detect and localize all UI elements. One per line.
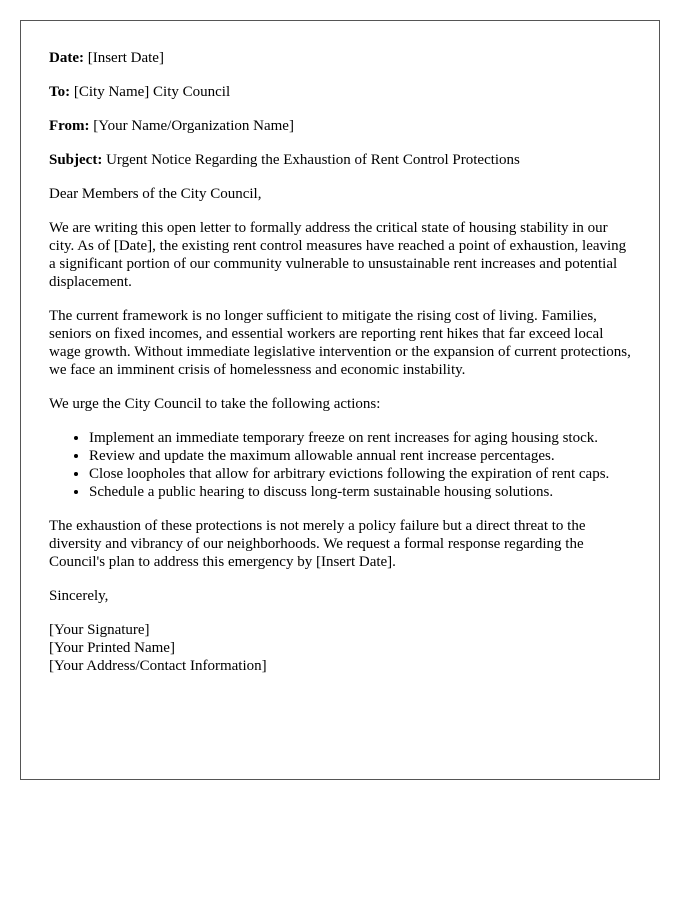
signature-line: [Your Signature] bbox=[49, 622, 150, 638]
paragraph-1: We are writing this open letter to formally address the critical state of housing stability in our city. As of [Date], the existing rent control measures have reached a point of exhaustion, leaving a significant portion of our community vulnerable to unsustainable rent increases and potential displacement. bbox=[49, 220, 627, 290]
signature-block bbox=[49, 621, 631, 675]
list-item: • Implement an immediate temporary freeze on rent increases for aging housing stock. bbox=[89, 429, 631, 447]
paragraph-3: The exhaustion of these protections is not merely a policy failure but a direct threat to the diversity and vibrancy of our neighborhoods. We request a formal response regarding the Council's plan to address this emergency by [Insert Date]. bbox=[49, 518, 586, 570]
from-line bbox=[49, 117, 631, 135]
letter-page bbox=[20, 20, 660, 780]
to-line bbox=[49, 83, 631, 101]
to-label: To: bbox=[49, 84, 71, 100]
from-value: [Your Name/Organization Name] bbox=[93, 118, 294, 134]
actions-list bbox=[49, 429, 631, 501]
date-label: Date: bbox=[49, 50, 84, 66]
date-line bbox=[49, 49, 631, 67]
paragraph-2: The current framework is no longer sufficient to mitigate the rising cost of living. Families, seniors on fixed incomes, and essential workers are reporting rent hikes that far exceed local wage growth. Without immediate legislative intervention or the expansion of current protections, we face an imminent crisis of homelessness and economic instability. bbox=[49, 308, 631, 378]
subject-label: Subject: bbox=[49, 152, 103, 168]
list-item: • Schedule a public hearing to discuss long-term sustainable housing solutions. bbox=[89, 483, 631, 501]
from-label: From: bbox=[49, 118, 90, 134]
list-item: • Close loopholes that allow for arbitrary evictions following the expiration of rent caps. bbox=[89, 465, 631, 483]
to-value: [City Name] City Council bbox=[73, 84, 231, 100]
actions-intro: We urge the City Council to take the following actions: bbox=[49, 396, 381, 412]
contact-line: [Your Address/Contact Information] bbox=[49, 658, 267, 674]
subject-value: Urgent Notice Regarding the Exhaustion of Rent Control Protections bbox=[106, 152, 520, 168]
subject-line bbox=[49, 151, 631, 169]
printed-name-line: [Your Printed Name] bbox=[49, 640, 175, 656]
list-item: • Review and update the maximum allowable annual rent increase percentages. bbox=[89, 447, 631, 465]
salutation: Dear Members of the City Council, bbox=[49, 186, 262, 202]
sign-off: Sincerely, bbox=[49, 588, 109, 604]
date-value: [Insert Date] bbox=[87, 50, 164, 66]
